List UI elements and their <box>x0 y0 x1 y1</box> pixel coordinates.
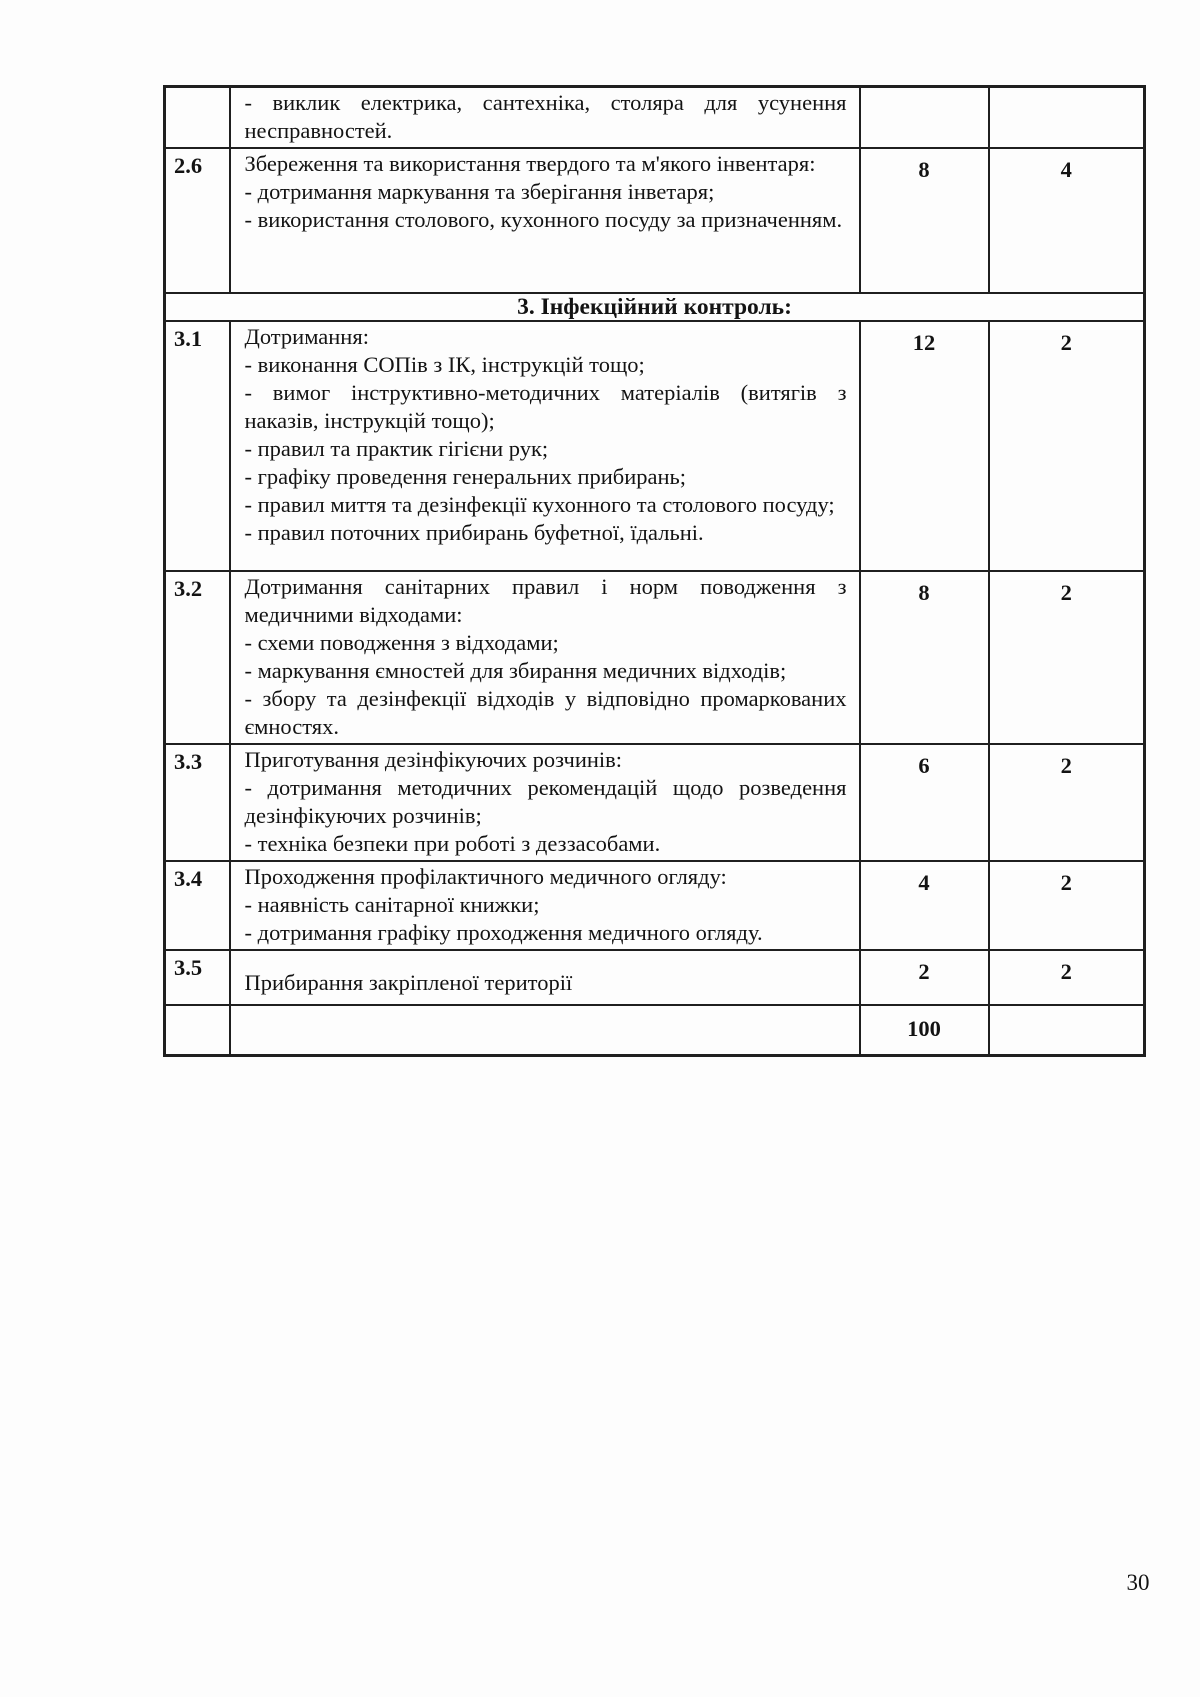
description-line: Прибирання закріпленої території <box>244 970 573 995</box>
row-number-cell: 3.2 <box>165 571 230 744</box>
row-number-cell: 2.6 <box>165 148 230 293</box>
max-score-cell: 2 <box>860 950 989 1005</box>
description-line: - правил та практик гігієни рук; <box>244 436 549 461</box>
description-cell <box>230 321 860 571</box>
description-cell <box>230 861 860 950</box>
description-line: - дотримання графіку проходження медичного огляду. <box>244 920 763 945</box>
row-number-cell: 3.5 <box>165 950 230 1005</box>
description-cell <box>230 148 860 293</box>
criterion-score-cell: 4 <box>989 148 1145 293</box>
description-line: - графіку проведення генеральних прибирань; <box>244 464 687 489</box>
description-line: Дотримання санітарних правил і норм поводження з медичними відходами: <box>244 574 847 627</box>
max-score-cell: 12 <box>860 321 989 571</box>
description-line: - використання столового, кухонного посуду за призначенням. <box>244 207 843 232</box>
table-row <box>165 321 1145 571</box>
criterion-score-cell: 2 <box>989 571 1145 744</box>
description-line: - наявність санітарної книжки; <box>244 892 540 917</box>
description-line: - схеми поводження з відходами; <box>244 630 559 655</box>
table-row <box>165 1005 1145 1055</box>
description-line: - збору та дезінфекції відходів у відповідно промаркованих ємностях. <box>244 686 847 739</box>
description-line: Приготування дезінфікуючих розчинів: <box>244 747 623 772</box>
criterion-score-cell: 2 <box>989 321 1145 571</box>
table-row <box>165 861 1145 950</box>
section-row <box>165 293 1145 321</box>
score-table <box>163 85 1146 1057</box>
description-cell <box>230 87 860 149</box>
criterion-score-cell: 2 <box>989 950 1145 1005</box>
description-line: - дотримання маркування та зберігання інветаря; <box>244 179 715 204</box>
table-row <box>165 87 1145 149</box>
table-row <box>165 744 1145 861</box>
description-line: Проходження профілактичного медичного огляду: <box>244 864 727 889</box>
description-line: - правил поточних прибирань буфетної, їдальні. <box>244 520 704 545</box>
criterion-score-cell: 2 <box>989 861 1145 950</box>
description-cell <box>230 950 860 1005</box>
description-line: - маркування ємностей для збирання медичних відходів; <box>244 658 787 683</box>
criterion-score-cell: 2 <box>989 744 1145 861</box>
description-cell <box>230 1005 860 1055</box>
row-number-cell <box>165 1005 230 1055</box>
max-score-cell <box>860 87 989 149</box>
description-line: - виклик електрика, сантехніка, столяра для усунення несправностей. <box>244 90 847 143</box>
max-score-cell: 8 <box>860 148 989 293</box>
section-header: 3. Інфекційний контроль: <box>165 293 1145 321</box>
score-table-body <box>165 87 1145 1056</box>
description-cell <box>230 571 860 744</box>
description-line: Збереження та використання твердого та м'якого інвентаря: <box>244 151 816 176</box>
row-number-cell: 3.1 <box>165 321 230 571</box>
description-line: Дотримання: <box>244 324 369 349</box>
max-score-cell: 100 <box>860 1005 989 1055</box>
description-line: - правил миття та дезінфекції кухонного та столового посуду; <box>244 492 835 517</box>
description-line: - техніка безпеки при роботі з деззасобами. <box>244 831 661 856</box>
description-line: - вимог інструктивно-методичних матеріалів (витягів з наказів, інструкцій тощо); <box>244 380 847 433</box>
row-number-cell: 3.4 <box>165 861 230 950</box>
description-line: - виконання СОПів з ІК, інструкцій тощо; <box>244 352 645 377</box>
page-number: 30 <box>1126 1570 1150 1595</box>
max-score-cell: 6 <box>860 744 989 861</box>
row-number-cell <box>165 87 230 149</box>
description-line: - дотримання методичних рекомендацій щодо розведення дезінфікуючих розчинів; <box>244 775 847 828</box>
table-row <box>165 571 1145 744</box>
table-row <box>165 148 1145 293</box>
criterion-score-cell <box>989 87 1145 149</box>
criterion-score-cell <box>989 1005 1145 1055</box>
max-score-cell: 8 <box>860 571 989 744</box>
description-cell <box>230 744 860 861</box>
max-score-cell: 4 <box>860 861 989 950</box>
table-row <box>165 950 1145 1005</box>
row-number-cell: 3.3 <box>165 744 230 861</box>
